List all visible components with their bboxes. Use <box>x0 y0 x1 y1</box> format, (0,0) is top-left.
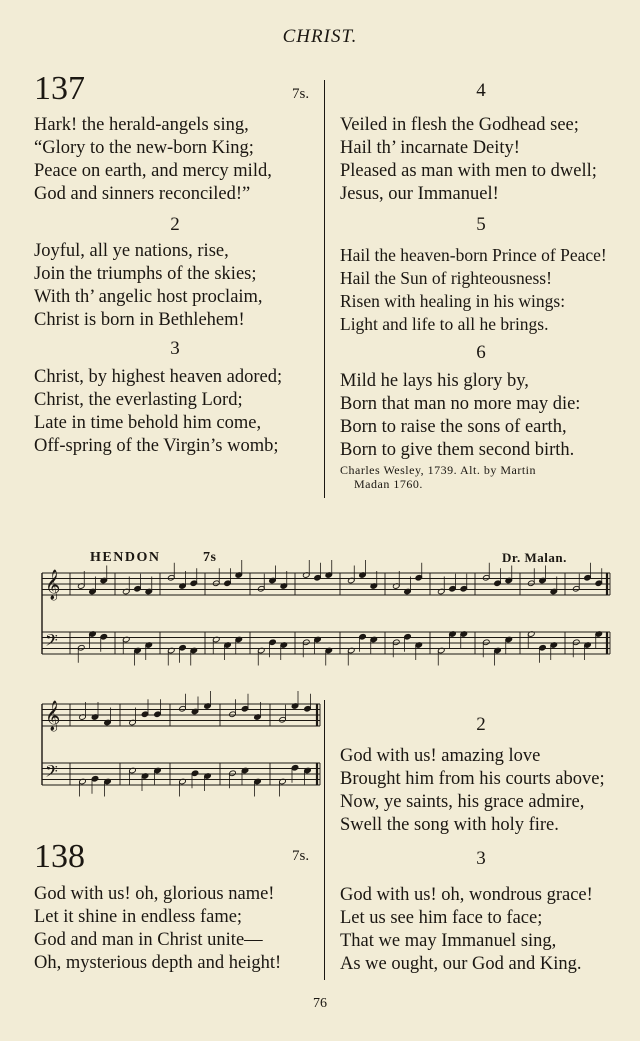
stanza-line: Hail the heaven-born Prince of Peace! <box>340 245 607 265</box>
tune-name: HENDON <box>90 550 161 565</box>
credit-line: Charles Wesley, 1739. Alt. by Martin <box>340 463 537 477</box>
stanza-line: Christ, by highest heaven adored; <box>34 367 283 387</box>
stanza-line: As we ought, our God and King. <box>340 954 582 974</box>
tune-composer: Dr. Malan. <box>502 550 567 565</box>
stanza-line: God and man in Christ unite— <box>34 930 263 950</box>
stanza-4 <box>340 114 597 206</box>
column-divider <box>324 700 325 980</box>
stanza-line: Hail the Sun of righteousness! <box>340 268 552 288</box>
stanza-line: God and sinners reconciled!” <box>34 184 251 204</box>
music-system-2 <box>42 691 320 797</box>
bass-clef: 𝄢 <box>45 632 58 654</box>
stanza-line: Christ is born in Bethlehem! <box>34 310 245 330</box>
stanza-line: God with us! oh, glorious name! <box>34 884 275 904</box>
column-divider <box>324 80 325 498</box>
stanza-6 <box>340 370 580 462</box>
stanza-number: 5 <box>476 214 486 235</box>
stanza-line: Risen with healing in his wings: <box>340 291 566 311</box>
stanza-1 <box>34 114 272 206</box>
hymn-number: 138 <box>34 838 85 875</box>
stanza-line: Hark! the herald-angels sing, <box>34 115 249 135</box>
stanza-line: God with us! amazing love <box>340 746 541 766</box>
stanza-line: Brought him from his courts above; <box>340 769 605 789</box>
stanza-line: With th’ angelic host proclaim, <box>34 287 263 307</box>
stanza-line: Born to raise the sons of earth, <box>340 417 567 437</box>
stanza-number: 2 <box>170 214 180 235</box>
stanza-3 <box>340 884 593 976</box>
stanza-line: “Glory to the new-born King; <box>34 138 254 158</box>
page-number: 76 <box>313 996 327 1011</box>
page-header: CHRIST. <box>282 26 358 47</box>
stanza-line: Jesus, our Immanuel! <box>340 184 499 204</box>
stanza-line: Late in time behold him come, <box>34 413 262 433</box>
stanza-line: Born that man no more may die: <box>340 394 581 414</box>
stanza-line: Light and life to all he brings. <box>340 314 549 334</box>
stanza-2 <box>34 240 263 332</box>
stanza-line: Mild he lays his glory by, <box>340 371 529 391</box>
stanza-number: 3 <box>170 338 180 359</box>
stanza-line: Hail th’ incarnate Deity! <box>340 138 520 158</box>
stanza-number: 4 <box>476 80 486 101</box>
hymn-meter: 7s. <box>292 848 310 864</box>
stanza-1 <box>34 883 281 975</box>
bass-clef: 𝄢 <box>45 763 58 785</box>
stanza-number: 3 <box>476 848 486 869</box>
stanza-line: Veiled in flesh the Godhead see; <box>340 115 579 135</box>
stanza-line: Born to give them second birth. <box>340 440 575 460</box>
stanza-line: Join the triumphs of the skies; <box>34 264 257 284</box>
stanza-line: Joyful, all ye nations, rise, <box>34 241 229 261</box>
stanza-line: Pleased as man with men to dwell; <box>340 161 597 181</box>
hymn-number: 137 <box>34 70 85 107</box>
credit-line: Madan 1760. <box>354 477 423 491</box>
stanza-line: Let it shine in endless fame; <box>34 907 243 927</box>
treble-clef: 𝄞 <box>45 701 61 730</box>
music-system-1 <box>42 560 610 666</box>
stanza-line: Oh, mysterious depth and height! <box>34 953 282 973</box>
stanza-number: 6 <box>476 342 486 363</box>
stanza-line: Let us see him face to face; <box>340 908 543 928</box>
treble-clef: 𝄞 <box>45 570 61 599</box>
stanza-line: Peace on earth, and mercy mild, <box>34 161 272 181</box>
stanza-2 <box>340 745 605 837</box>
tune-meter: 7s <box>203 550 217 565</box>
stanza-5 <box>340 244 607 336</box>
author-credit <box>340 463 536 491</box>
stanza-line: Now, ye saints, his grace admire, <box>340 792 585 812</box>
stanza-number: 2 <box>476 714 486 735</box>
hymn-meter: 7s. <box>292 86 310 102</box>
stanza-line: God with us! oh, wondrous grace! <box>340 885 593 905</box>
stanza-line: Christ, the everlasting Lord; <box>34 390 243 410</box>
stanza-line: Swell the song with holy fire. <box>340 815 559 835</box>
stanza-3 <box>34 366 282 458</box>
stanza-line: That we may Immanuel sing, <box>340 931 557 951</box>
stanza-line: Off-spring of the Virgin’s womb; <box>34 436 279 456</box>
